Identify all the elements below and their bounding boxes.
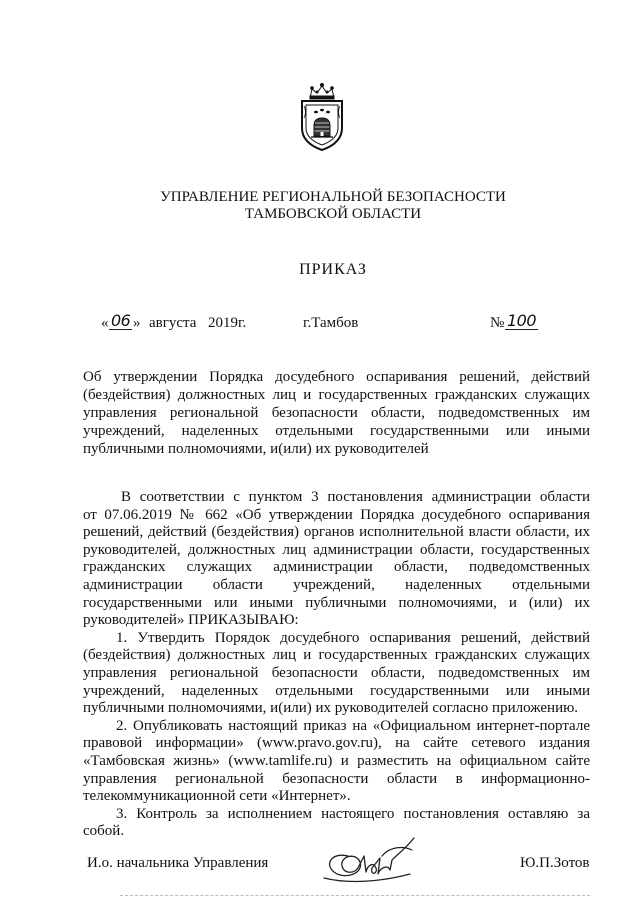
organization-name-line-1: УПРАВЛЕНИЕ РЕГИОНАЛЬНОЙ БЕЗОПАСНОСТИ <box>160 189 506 205</box>
item-2-line: управления региональной безопасности области в информационно- <box>83 770 590 787</box>
item-3-line: собой. <box>83 823 125 840</box>
item-1-line: управления региональной безопасности области, подведомственных им <box>83 664 590 681</box>
item-2-line: 2. Опубликовать настоящий приказ на «Официальном интернет-портале <box>116 717 590 734</box>
body-line: решений, действий (бездействия) органов исполнительной власти области, их <box>83 524 590 541</box>
coat-of-arms-icon <box>297 82 347 152</box>
item-1-line: учреждений, наделенных отдельными государственными или иными <box>83 682 590 699</box>
date-quote-close: » <box>133 315 141 331</box>
organization-name-line-2: ТАМБОВСКОЙ ОБЛАСТИ <box>244 206 422 222</box>
scan-edge-artifact <box>120 895 590 896</box>
body-line: В соответствии с пунктом 3 постановления администрации области <box>121 489 590 505</box>
item-2-line: телекоммуникационной сети «Интернет». <box>83 788 351 805</box>
body-line: гражданских служащих администрации области, подведомственных <box>83 559 590 576</box>
date-line <box>0 311 640 334</box>
item-1-line: (бездействия) должностных лиц и государственных гражданских служащих <box>83 647 590 664</box>
item-1-line: 1. Утвердить Порядок досудебного оспаривания решений, действий <box>116 629 590 646</box>
signatory-name: Ю.П.Зотов <box>520 855 590 871</box>
body-line: государственными или иными публичными полномочиями, и (или) их <box>83 594 590 611</box>
body-line: руководителей» ПРИКАЗЫВАЮ: <box>83 612 299 629</box>
order-body <box>83 489 590 841</box>
item-3-line: 3. Контроль за исполнением настоящего постановления оставляю за <box>116 805 590 822</box>
title-line: управления региональной безопасности области, подведомственных им <box>83 405 590 421</box>
item-2-line: правовой информации» (www.pravo.gov.ru), на сайте сетевого издания <box>83 735 590 752</box>
date-quote-open: « <box>101 315 109 331</box>
body-line: руководителей, должностных лиц администрации области, государственных <box>83 541 590 558</box>
body-line: администрации области учреждений, наделенных отдельными <box>83 576 590 593</box>
signatory-position: И.о. начальника Управления <box>87 855 269 871</box>
item-2-line: «Тамбовская жизнь» (www.tamlife.ru) и разместить на официальном сайте <box>83 752 590 769</box>
title-line: (бездействия) должностных лиц и государственных гражданских служащих <box>83 387 590 403</box>
date-month: августа <box>149 315 197 331</box>
number-sign: № <box>490 315 505 331</box>
handwritten-day: 06 <box>111 311 131 330</box>
handwritten-signature <box>318 834 418 888</box>
order-title <box>83 368 590 458</box>
title-line: учреждений, наделенных отдельными государственными или иными <box>83 423 590 439</box>
handwritten-order-number: 100 <box>507 311 537 330</box>
title-line: публичными полномочиями, и(или) их руководителей <box>83 441 429 457</box>
city-name: г.Тамбов <box>303 315 359 331</box>
title-line: Об утверждении Порядка досудебного оспаривания решений, действий <box>83 369 590 385</box>
body-line: от 07.06.2019 № 662 «Об утверждении Порядка досудебного оспаривания <box>83 506 590 523</box>
organization-name <box>83 189 583 223</box>
item-1-line: публичными полномочиями, и(или) их руководителей согласно приложению. <box>83 700 579 717</box>
document-type-title: ПРИКАЗ <box>299 261 367 278</box>
date-year: 2019г. <box>208 315 247 331</box>
